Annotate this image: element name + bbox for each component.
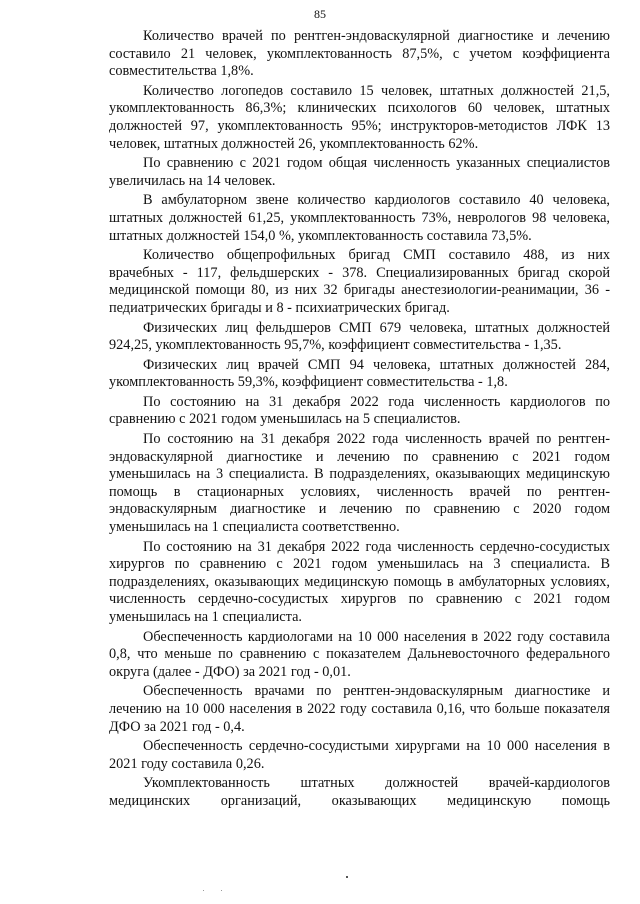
paragraph-staffing-cardiologists: Укомплектованность штатных должностей врачей-кардиологов медицинских организаций, оказывающих медицинскую помощь	[109, 775, 610, 809]
paragraph-cardiosurgeon-provision: Обеспеченность сердечно-сосудистыми хирургами на 10 000 населения в 2021 году составила 0,26.	[109, 738, 610, 772]
paragraph-ambulance-doctors: Физических лиц врачей СМП 94 человека, штатных должностей 284, укомплектованность 59,3%, коэффициент совместительства - 1,8.	[109, 356, 610, 391]
paragraph-rentgen-decrease: По состоянию на 31 декабря 2022 года численность врачей по рентген-эндоваскулярной диагностике и лечению по сравнению с 2021 годом уменьшилась на 3 специалиста. В подразделениях, оказывающих медицинскую помощь в стационарных условиях, численность врачей по рентген-эндоваскулярным диагностике и лечению по сравнению с 2020 годом уменьшилась на 1 специалиста соответственно.	[109, 431, 610, 536]
scan-speck	[221, 890, 222, 891]
paragraph-cardiologist-provision: Обеспеченность кардиологами на 10 000 населения в 2022 году составила 0,8, что меньше по сравнению с показателем Дальневосточного федерального округа (далее - ДФО) за 2021 год - 0,01.	[109, 628, 610, 680]
paragraph-rentgen-doctors: Количество врачей по рентген-эндоваскулярной диагностике и лечению составило 21 человек, укомплектованность 87,5%, с учетом коэффициента совместительства 1,8%.	[109, 28, 610, 80]
scan-speck	[346, 876, 348, 878]
scan-speck	[203, 890, 204, 891]
paragraph-comparison-2021: По сравнению с 2021 годом общая численность указанных специалистов увеличилась на 14 человек.	[109, 155, 610, 189]
page-number: 85	[314, 7, 326, 21]
paragraph-speech-therapists: Количество логопедов составило 15 человек, штатных должностей 21,5, укомплектованность 86,3%; клинических психологов 60 человек, штатных должностей 97, укомплектованность 95%; инструкторов-методистов ЛФК 13 человек, штатных должностей 26, укомплектованность 62%.	[109, 82, 610, 152]
paragraph-rentgen-provision: Обеспеченность врачами по рентген-эндоваскулярным диагностике и лечению на 10 000 населения в 2022 году составила 0,16, что больше показателя ДФО за 2021 год - 0,4.	[109, 683, 610, 735]
paragraph-ambulance-teams: Количество общепрофильных бригад СМП составило 488, из них врачебных - 117, фельдшерских - 378. Специализированных бригад скорой медицинской помощи 80, из них 32 бригады анестезиологии-реанимации, 36 - педиатрических бригады и 8 - психиатрических бригад.	[109, 247, 610, 316]
paragraph-cardiosurgeons-decrease: По состоянию на 31 декабря 2022 года численность сердечно-сосудистых хирургов по сравнению с 2021 годом уменьшилась на 3 специалиста. В подразделениях, оказывающих медицинскую помощь в амбулаторных условиях, численность сердечно-сосудистых хирургов по сравнению с 2021 годом уменьшилась на 1 специалиста.	[109, 538, 610, 625]
paragraph-ambulance-feldshers: Физических лиц фельдшеров СМП 679 человека, штатных должностей 924,25, укомплектованность 95,7%, коэффициент совместительства - 1,35.	[109, 319, 610, 354]
paragraph-cardiologists-decrease: По состоянию на 31 декабря 2022 года численность кардиологов по сравнению с 2021 годом уменьшилась на 5 специалистов.	[109, 393, 610, 428]
paragraph-ambulatory-cardiologists: В амбулаторном звене количество кардиологов составило 40 человека, штатных должностей 61,25, укомплектованность 73%, неврологов 98 человека, штатных должностей 154,0 %, укомплектованность составила 73,5%.	[109, 192, 610, 244]
body-text	[109, 28, 610, 813]
